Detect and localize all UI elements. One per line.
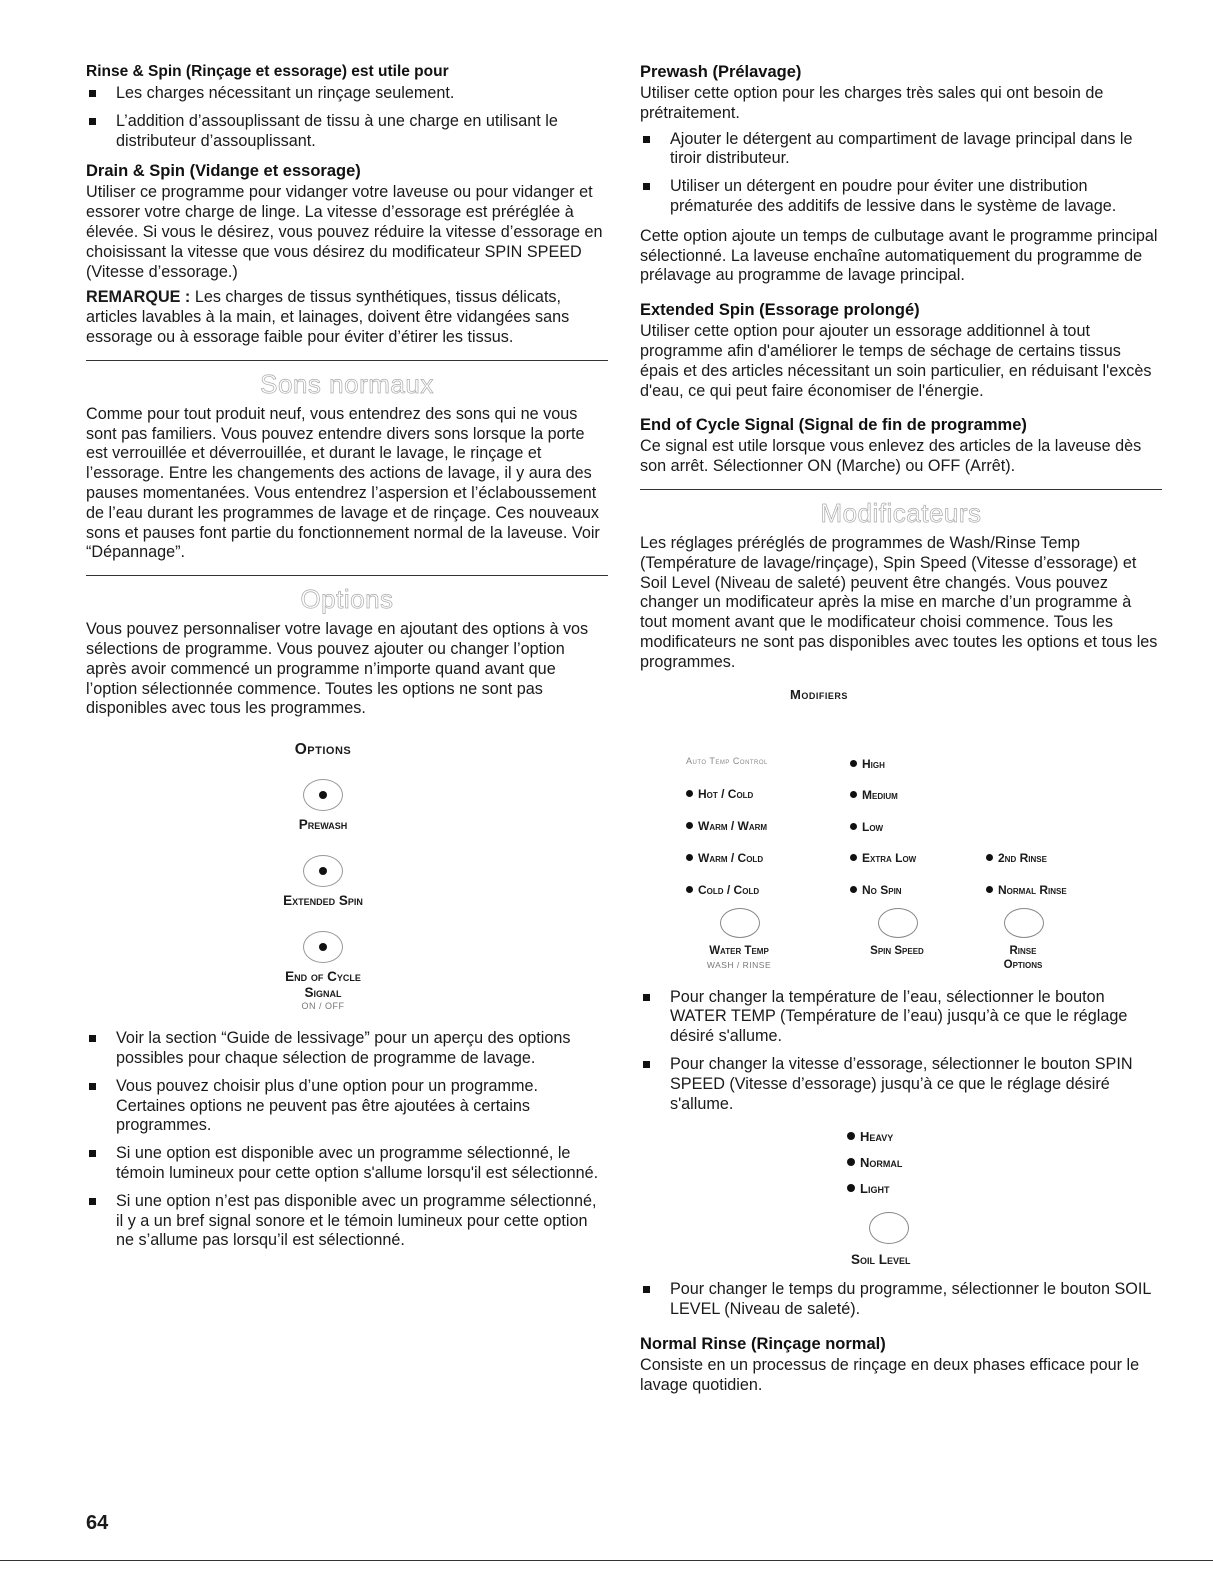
prewash-list: [640, 130, 1162, 217]
indicator-light-icon: [847, 1184, 855, 1192]
prewash-option: [38, 779, 608, 833]
water-temp-sub: WASH / RINSE: [706, 959, 772, 970]
end-signal-heading: End of Cycle Signal (Signal de fin de programme): [640, 416, 1027, 435]
drain-spin-text: Utiliser ce programme pour vidanger votre laveuse ou pour vidanger et essorer votre charge de linge. La vitesse d’essorage est préréglée à élevée. Si vous le désirez, vous pouvez réduire la vitesse d’essorage en choisissant la vitesse que vous désirez du modificateur SPIN SPEED (Vitesse d’essorage.): [86, 183, 603, 281]
indicator-light-icon: [847, 1132, 855, 1140]
indicator-light-icon: [847, 1158, 855, 1166]
extended-spin-heading: Extended Spin (Essorage prolongé): [640, 301, 920, 320]
list-item: Pour changer la température de l’eau, sélectionner le bouton WATER TEMP (Température de l’eau) jusqu’à ce que le réglage désiré s'allume.: [640, 988, 1162, 1047]
soil-level-setting: Light: [847, 1176, 1162, 1202]
indicator-light-icon: [686, 854, 693, 861]
rinse-option-setting: 2nd Rinse: [986, 851, 1047, 865]
list-item: Utiliser un détergent en poudre pour éviter une distribution prématurée des additifs de lessive dans le système de lavage.: [640, 177, 1162, 217]
divider: [86, 360, 608, 361]
extended-spin-button[interactable]: [303, 855, 343, 887]
indicator-light-icon: [850, 823, 857, 830]
spin-speed-setting: Extra Low: [850, 851, 916, 865]
indicator-light-icon: [850, 886, 857, 893]
end-cycle-label-2: Signal: [304, 985, 342, 1001]
indicator-light-icon: [850, 760, 857, 767]
divider: [640, 489, 1162, 490]
spin-speed-setting: No Spin: [850, 883, 902, 897]
water-temp-setting: Cold / Cold: [686, 883, 759, 897]
soil-level-panel: [847, 1124, 1162, 1268]
water-temp-setting: Auto Temp Control: [686, 755, 768, 766]
spin-speed-setting: Medium: [850, 788, 898, 802]
soil-level-setting: Heavy: [847, 1124, 1162, 1150]
indicator-light-icon: [986, 886, 993, 893]
end-cycle-label: End of Cycle: [285, 969, 361, 985]
extended-spin-text: Utiliser cette option pour ajouter un essorage additionnel à tout programme afin d'améliorer le temps de séchage de certains tissus épais et des articles nécessitant un soin particulier, en réduisant l'excès d'eau, ce qui peut faire économiser de l'énergie.: [640, 322, 1152, 400]
note-text: Les charges de tissus synthétiques, tissus délicats, articles lavables à la main, et lainages, doivent être vidangées sans essorage ou à essorage faible pour éviter d’étirer les tissus.: [86, 288, 570, 346]
indicator-light-icon: [319, 867, 327, 875]
rinse-spin-heading: Rinse & Spin (Rinçage et essorage) est utile pour: [86, 63, 449, 80]
rinse-options-button[interactable]: [1004, 908, 1044, 938]
list-item: Ajouter le détergent au compartiment de lavage principal dans le tiroir distributeur.: [640, 130, 1162, 170]
modifier-captions: [640, 944, 1162, 982]
options-heading: Options: [300, 584, 394, 615]
indicator-light-icon: [686, 822, 693, 829]
note-label: REMARQUE :: [86, 288, 191, 307]
water-temp-setting: Hot / Cold: [686, 787, 753, 801]
list-item: L’addition d’assouplissant de tissu à une charge en utilisant le distributeur d’assouplissant.: [86, 112, 608, 152]
spin-speed-label: Spin Speed: [870, 944, 924, 957]
sounds-heading: Sons normaux: [260, 368, 434, 399]
indicator-light-icon: [850, 791, 857, 798]
soil-level-setting: Normal: [847, 1150, 1162, 1176]
options-panel-title: Options: [294, 741, 352, 759]
indicator-light-icon: [319, 943, 327, 951]
options-panel: [38, 741, 608, 1011]
modifiers-panel: [640, 714, 1162, 934]
list-item: Pour changer le temps du programme, sélectionner le bouton SOIL LEVEL (Niveau de saleté).: [640, 1280, 1162, 1320]
end-cycle-button[interactable]: [303, 931, 343, 963]
soil-level-button[interactable]: [869, 1212, 909, 1244]
indicator-light-icon: [986, 854, 993, 861]
prewash-button[interactable]: [303, 779, 343, 811]
end-cycle-sub: ON / OFF: [301, 1001, 345, 1012]
rinse-spin-list: [86, 84, 608, 151]
water-temp-button[interactable]: [720, 908, 760, 938]
extended-spin-option: [38, 855, 608, 909]
prewash-text-2: Cette option ajoute un temps de culbutage avant le programme principal sélectionné. La laveuse enchaîne automatiquement du programme de prélavage au programme de lavage principal.: [640, 226, 1158, 285]
modifiers-list: [640, 988, 1162, 1115]
drain-spin-note: [86, 288, 608, 347]
footer-divider: [0, 1560, 1213, 1561]
prewash-heading: Prewash (Prélavage): [640, 63, 802, 81]
options-text: Vous pouvez personnaliser votre lavage en ajoutant des options à vos sélections de programme. Vous pouvez ajouter ou changer l’option après avoir commencé un programme n’importe quand avant que l’option sélectionnée commence. Toutes les options ne sont pas disponibles avec tous les programmes.: [86, 620, 589, 718]
rinse-options-label: Rinse Options: [1003, 944, 1043, 971]
modifiers-heading: Modificateurs: [820, 497, 982, 528]
prewash-text: Utiliser cette option pour les charges très sales qui ont besoin de prétraitement.: [640, 84, 1104, 122]
end-signal-text: Ce signal est utile lorsque vous enlevez des articles de la laveuse dès son arrêt. Sélectionner ON (Marche) ou OFF (Arrêt).: [640, 437, 1142, 476]
drain-spin-heading: Drain & Spin (Vidange et essorage): [86, 162, 361, 181]
soil-level-label: Soil Level: [851, 1252, 911, 1268]
water-temp-setting: Warm / Warm: [686, 819, 767, 833]
options-list: [86, 1029, 608, 1251]
list-item: Les charges nécessitant un rinçage seulement.: [86, 84, 608, 104]
list-item: Voir la section “Guide de lessivage” pour un aperçu des options possibles pour chaque sélection de programme de lavage.: [86, 1029, 608, 1069]
list-item: Si une option est disponible avec un programme sélectionné, le témoin lumineux pour cette option s'allume lorsqu'il est sélectionné.: [86, 1144, 608, 1184]
indicator-light-icon: [686, 886, 693, 893]
modifiers-text: Les réglages préréglés de programmes de Wash/Rinse Temp (Température de lavage/rinçage), Spin Speed (Vitesse d’essorage) et Soil Level (Niveau de saleté) peuvent être changés. Vous pouvez changer un modificateur après la mise en marche d’un programme à tout moment avant que le modificateur choisi commence. Tous les modificateurs ne sont pas disponibles avec toutes les options et tous les programmes.: [640, 533, 1158, 671]
spin-speed-setting: Low: [850, 820, 883, 834]
indicator-light-icon: [850, 854, 857, 861]
list-item: Pour changer la vitesse d’essorage, sélectionner le bouton SPIN SPEED (Vitesse d’essorage) jusqu’à ce que le réglage désiré s'allume.: [640, 1055, 1162, 1114]
spin-speed-button[interactable]: [878, 908, 918, 938]
soil-list: [640, 1280, 1162, 1320]
page-number: 64: [86, 1512, 109, 1534]
water-temp-setting: Warm / Cold: [686, 851, 763, 865]
extended-spin-label: Extended Spin: [283, 893, 363, 909]
left-column: [86, 62, 608, 1261]
water-temp-label: Water Temp WASH / RINSE: [694, 944, 784, 972]
modifiers-panel-title: Modifiers: [790, 686, 848, 702]
spin-speed-setting: High: [850, 757, 885, 771]
list-item: Si une option n’est pas disponible avec un programme sélectionné, il y a un bref signal sonore et le témoin lumineux pour cette option ne s’allume pas lorsqu’il est sélectionné.: [86, 1192, 608, 1251]
indicator-light-icon: [686, 790, 693, 797]
divider: [86, 575, 608, 576]
right-column: [640, 62, 1162, 1402]
prewash-label: Prewash: [298, 817, 348, 833]
end-cycle-option: [38, 931, 608, 1011]
normal-rinse-heading: Normal Rinse (Rinçage normal): [640, 1334, 886, 1353]
rinse-option-setting: Normal Rinse: [986, 883, 1067, 897]
normal-rinse-text: Consiste en un processus de rinçage en deux phases efficace pour le lavage quotidien.: [640, 1355, 1140, 1394]
list-item: Vous pouvez choisir plus d’une option pour un programme. Certaines options ne peuvent pas être ajoutées à certains programmes.: [86, 1077, 608, 1136]
sounds-text: Comme pour tout produit neuf, vous entendrez des sons qui ne vous sont pas familiers. Vous pouvez entendre divers sons lorsque la porte est verrouillée et déverrouillée, et durant le lavage, le rinçage et l’essorage. Entre les changements des actions de lavage, il y aura des pauses momentanées. Vous entendrez l’aspersion et l’éclaboussement de l’eau durant les programmes de lavage et de rinçage. Ces nouveaux sons et pauses font partie du fonctionnement normal de la laveuse. Voir “Dépannage”.: [86, 404, 600, 562]
indicator-light-icon: [319, 791, 327, 799]
